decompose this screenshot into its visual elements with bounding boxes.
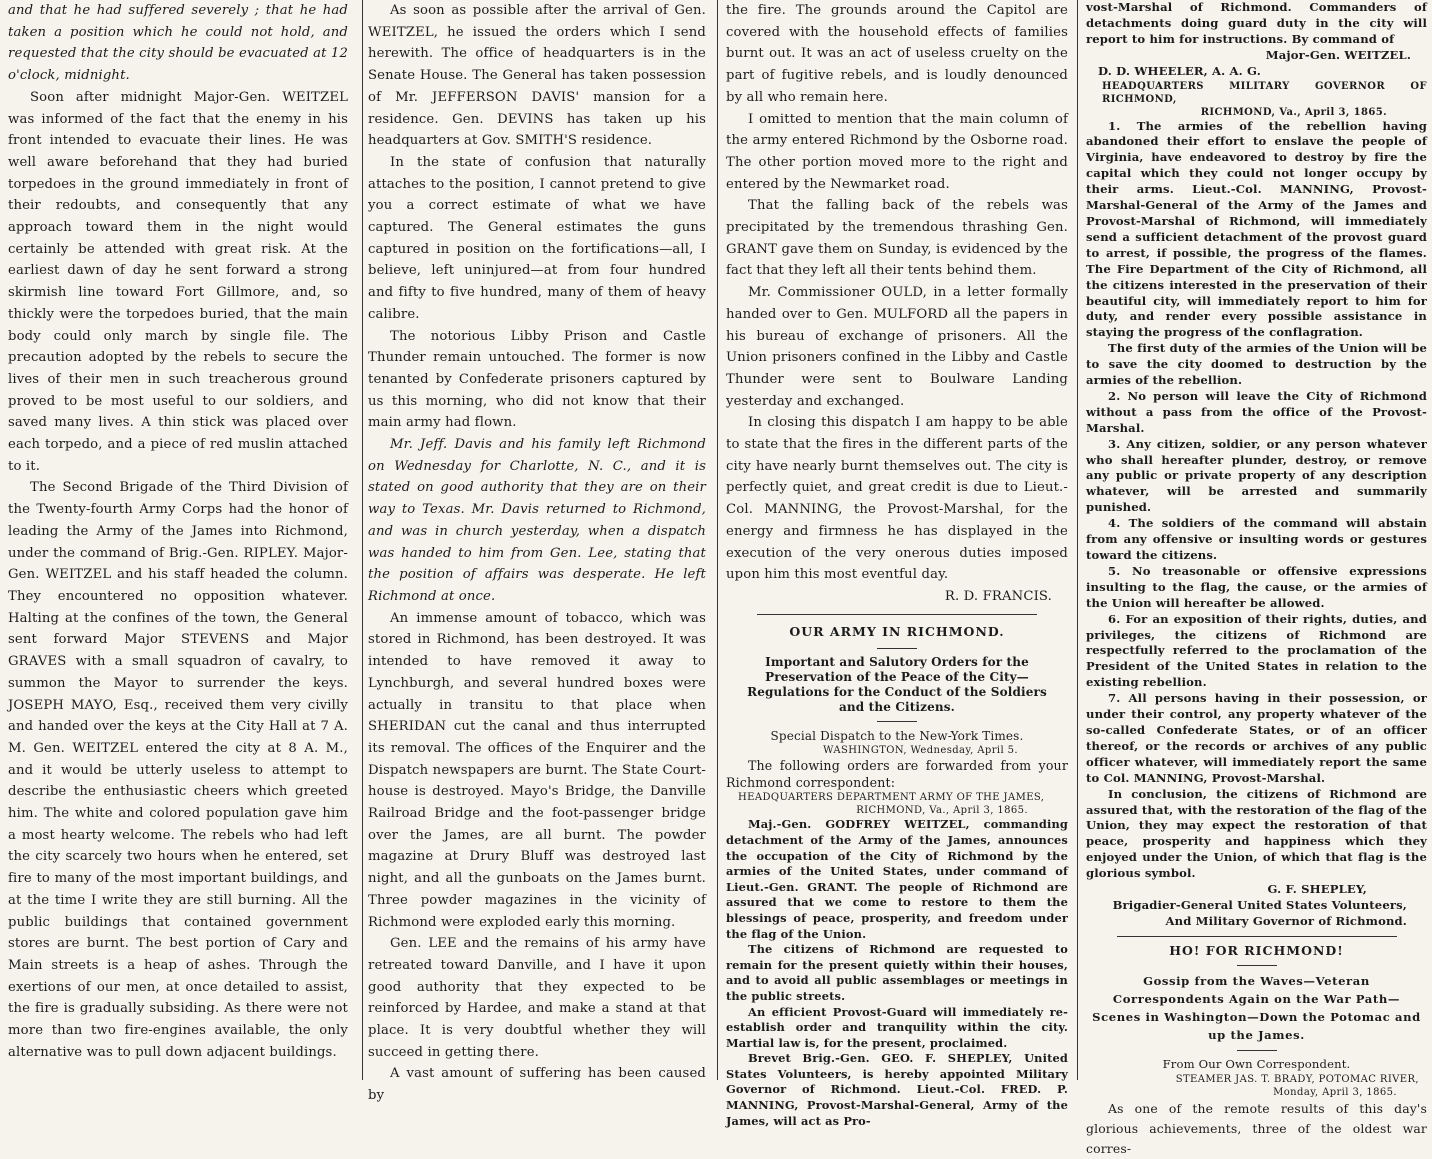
col2-paragraph-7: A vast amount of suffering has been caused by — [368, 1066, 706, 1104]
col4-conclusion: In conclusion, the citizens of Richmond are assured that, with the restoration of the flag of the Union, they may expect the restoration of that peace, prosperity and happiness which they enjoyed under the Union, of which that flag is the glorious symbol. — [1086, 786, 1427, 881]
col4-order-7: 7. All persons having in their possession, or under their control, any property whatever of the so-called Confederate States, or of an officer thereof, or the records or archives of any public officer whatever, will immediately report the same to Col. MANNING, Provost-Marshal. — [1086, 691, 1427, 785]
col1-paragraph-1: and that he had suffered severely ; that he had taken a position which he could not hold, and requested that the city should be evacuated at 12 o'clock, midnight. — [8, 3, 348, 84]
col3-paragraph-8: The citizens of Richmond are requested to remain for the present quietly within their houses, and to avoid all public assemblages or meetings in the public streets. — [726, 942, 1068, 1003]
col4-subheading: Gossip from the Waves—Veteran Correspondents Again on the War Path—Scenes in Washington—Down the Potomac and up the James. — [1092, 973, 1421, 1042]
col2-paragraph-2: In the state of confusion that naturally attaches to the position, I cannot pretend to give you a correct estimate of what we have captured. The General estimates the guns captured in position on the fortifications—all, I believe, left uninjured—at from four hundred and fifty to five hundred, many of them of heavy calibre. — [368, 154, 706, 322]
col4-order-5: 5. No treasonable or offensive expressions insulting to the flag, the cause, or the armies of the Union will hereafter be allowed. — [1086, 563, 1427, 610]
col3-hq-line-2: RICHMOND, Va., April 3, 1865. — [856, 805, 1028, 817]
col4-order-1b: The first duty of the armies of the Union will be to save the city doomed to destruction by the armies of the rebellion. — [1086, 341, 1427, 388]
column-4 — [1086, 0, 1427, 1156]
col3-heading-rule — [877, 648, 917, 649]
col4-order-2: 2. No person will leave the City of Richmond without a pass from the office of the Provost-Marshal. — [1086, 388, 1427, 435]
col4-steamer-line-1: STEAMER JAS. T. BRADY, POTOMAC RIVER, — [1175, 1073, 1419, 1085]
col4-order-4: 4. The soldiers of the command will abstain from any offensive or insulting words or gestures toward the citizens. — [1086, 516, 1427, 562]
col4-hq-line-1: HEADQUARTERS MILITARY GOVERNOR OF RICHMOND, — [1102, 80, 1427, 105]
col4-paragraph-1: vost-Marshal of Richmond. Commanders of detachments doing guard duty in the city will report to him for instructions. By command of — [1086, 0, 1427, 46]
col3-heading: OUR ARMY IN RICHMOND. — [789, 623, 1005, 639]
col4-order-1: 1. The armies of the rebellion having abandoned their effort to enslave the people of Virginia, have endeavored to destroy by fire the capital which they could not longer occupy by their arms. Lieut.-Col. MANNING, Provost-Marshal-General of the Army of the James and Provost-Marshal of Richmond, will immediately send a sufficient detachment of the provost guard to arrest, if possible, the progress of the flames. The Fire Department of the City of Richmond, all the citizens interested in the preservation of their beautiful city, will immediately report to him for duty, and render every possible assistance in staying the progress of the conflagration. — [1086, 118, 1427, 340]
col3-paragraph-1: the fire. The grounds around the Capitol are covered with the household effects of families burnt out. It was an act of useless cruelty on the part of fugitive rebels, and is loudly denounced by all who remain here. — [726, 3, 1068, 105]
col3-paragraph-2: I omitted to mention that the main column of the army entered Richmond by the Osborne road. The other portion moved more to the right and entered by the Newmarket road. — [726, 111, 1068, 192]
col4-order-6: 6. For an exposition of their rights, duties, and privileges, the citizens of Richmond are respectfully referred to the proclamation of the President of the United States in relation to the existing rebellion. — [1086, 611, 1427, 690]
col3-dateline: WASHINGTON, Wednesday, April 5. — [823, 745, 1018, 757]
col2-paragraph-3: The notorious Libby Prison and Castle Thunder remain untouched. The former is now tenanted by Confederate prisoners captured by us this morning, who did not know that their main army had flown. — [368, 328, 706, 431]
col4-steamer-line-2: Monday, April 3, 1865. — [1273, 1086, 1397, 1098]
col3-paragraph-4: Mr. Commissioner OULD, in a letter formally handed over to Gen. MULFORD all the papers in his bureau of exchange of prisoners. All the Union prisoners confined in the Libby and Castle Thunder were sent to Boulware Landing yesterday and exchanged. — [726, 285, 1068, 409]
col4-hq-line-2: RICHMOND, Va., April 3, 1865. — [1200, 106, 1387, 118]
column-1 — [8, 0, 348, 1080]
col3-paragraph-5: In closing this dispatch I am happy to be able to state that the fires in the different parts of the city have nearly burnt themselves out. The city is perfectly quiet, and great credit is due to Lieut.-Col. MANNING, the Provost-Marshal, for the energy and firmness he has displayed in the execution of the very onerous duties imposed upon him this most eventful day. — [726, 415, 1068, 583]
col3-signature: R. D. FRANCIS. — [944, 588, 1052, 604]
col3-dispatch-line: Special Dispatch to the New-York Times. — [770, 729, 1024, 744]
col3-subheading-rule — [877, 721, 917, 722]
col2-paragraph-1: As soon as possible after the arrival of Gen. WEITZEL, he issued the orders which I send herewith. The office of headquarters is in the Senate House. The General has taken possession of Mr. JEFFERSON DAVIS' mansion for a residence. Gen. DEVINS has taken up his headquarters at Gov. SMITH'S residence. — [368, 3, 706, 149]
col3-paragraph-7: Maj.-Gen. GODFREY WEITZEL, commanding detachment of the Army of the James, announces the occupation of the City of Richmond by the armies of the United States, under command of Lieut.-Gen. GRANT. The people of Richmond are assured that we come to restore to them the blessings of peace, prosperity, and freedom under the flag of the Union. — [726, 817, 1068, 941]
col1-paragraph-2: Soon after midnight Major-Gen. WEITZEL was informed of the fact that the enemy in his front intended to evacuate their lines. He was well aware beforehand that they had buried torpedoes in the ground immediately in front of their redoubts, and consequently that any approach toward them in the night would certainly be attended with great risk. At the earliest dawn of day he sent forward a strong skirmish line toward Fort Gillmore, and, so thickly were the torpedoes buried, that the main body could only march by single file. The precaution adopted by the rebels to secure the lives of their men in such treacherous ground proved to be most useful to our soldiers, and saved many lives. A thin stick was placed over each torpedo, and a piece of red muslin attached to it. — [8, 89, 348, 474]
column-2 — [368, 0, 706, 1104]
col1-paragraph-3: The Second Brigade of the Third Division of the Twenty-fourth Army Corps had the honor of leading the Army of the James into Richmond, under the command of Brig.-Gen. RIPLEY. Major-Gen. WEITZEL and his staff headed the column. They encountered no opposition whatever. Halting at the confines of the town, the General sent forward Major STEVENS and Major GRAVES with a small squadron of cavalry, to summon the Mayor to surrender the keys. JOSEPH MAYO, Esq., received them very civilly and handed over the keys at the City Hall at 7 A. M. Gen. WEITZEL entered the city at 8 A. M., and it would be utterly useless to attempt to describe the enthusiastic cheers which greeted him. The white and colored population gave him a most hearty welcome. The rebels who had left the city scarcely two hours when he entered, set fire to many of the most important buildings, and at the time I write they are still burning. All the public buildings that contained government stores are burnt. The best portion of Cary and Main streets is a heap of ashes. Through the exertions of our men, at once detailed to assist, the fire is gradually subsiding. As there were not more than two fire-engines available, the only alternative was to pull down adjacent buildings. — [8, 480, 348, 1060]
col4-order-3: 3. Any citizen, soldier, or any person whatever who shall hereafter plunder, destroy, or remove any public or private property of any description whatever, will be arrested and summarily punished. — [1086, 436, 1427, 515]
col3-paragraph-3: That the falling back of the rebels was precipitated by the tremendous thrashing Gen. GRANT gave them on Sunday, is evidenced by the fact that they left all their tents behind them. — [726, 198, 1068, 279]
column-rule-3 — [1077, 0, 1078, 1080]
col4-signature-2: Brigadier-General United States Volunteers, — [1112, 897, 1407, 912]
col2-paragraph-5: An immense amount of tobacco, which was stored in Richmond, has been destroyed. It was intended to have removed it away to Lynchburgh, and several hundred boxes were actually in transitu to that place when SHERIDAN cut the canal and thus interrupted its removal. The offices of the Enquirer and the Dispatch newspapers are burnt. The State Court-house is destroyed. Mayo's Bridge, the Danville Railroad Bridge and the foot-passenger bridge over the James, are all burnt. The powder magazine at Drury Bluff was destroyed last night, and all the gunboats on the James burnt. Three powder magazines in the vicinity of Richmond were exploded early this morning. — [368, 610, 706, 930]
col3-subheading: Important and Salutory Orders for the Preservation of the Peace of the City—Regulations for the Conduct of the Soldiers and the Citizens. — [747, 655, 1047, 715]
col4-signature-1: G. F. SHEPLEY, — [1267, 882, 1367, 897]
col4-subheading-rule — [1237, 1050, 1277, 1051]
col4-heading: HO! FOR RICHMOND! — [1169, 942, 1344, 958]
col4-aag: D. D. WHEELER, A. A. G. — [1098, 63, 1261, 78]
column-3 — [726, 0, 1068, 1128]
col4-divider — [1117, 936, 1397, 937]
col4-from-line: From Our Own Correspondent. — [1162, 1056, 1351, 1071]
col3-hq-line-1: HEADQUARTERS DEPARTMENT ARMY OF THE JAMES, — [738, 792, 1045, 804]
col3-paragraph-6: The following orders are forwarded from your Richmond correspondent: — [726, 758, 1068, 791]
column-rule-1 — [362, 0, 363, 1080]
col2-paragraph-6: Gen. LEE and the remains of his army have retreated toward Danville, and I have it upon good authority that they expected to be reinforced by Hardee, and make a stand at that place. It is very doubtful whether they will succeed in getting there. — [368, 936, 706, 1060]
col3-paragraph-10: Brevet Brig.-Gen. GEO. F. SHEPLEY, United States Volunteers, is hereby appointed Military Governor of Richmond. Lieut.-Col. FRED. P. MANNING, Provost-Marshal-General, Army of the James, will act as Pro- — [726, 1051, 1068, 1128]
col4-command-signature: Major-Gen. WEITZEL. — [1265, 47, 1411, 62]
col2-paragraph-4: Mr. Jeff. Davis and his family left Richmond on Wednesday for Charlotte, N. C., and it is stated on good authority that they are on their way to Texas. Mr. Davis returned to Richmond, and was in church yesterday, when a dispatch was handed to him from Gen. Lee, stating that the position of affairs was desperate. He left Richmond at once. — [368, 437, 706, 604]
col4-last-paragraph: As one of the remote results of this day's glorious achievements, three of the oldest war corres- — [1086, 1100, 1427, 1156]
col3-paragraph-9: An efficient Provost-Guard will immediately re-establish order and tranquility within the city. Martial law is, for the present, proclaimed. — [726, 1004, 1068, 1050]
col4-heading-rule — [1237, 965, 1277, 966]
col3-divider — [757, 614, 1037, 615]
col4-signature-3: And Military Governor of Richmond. — [1165, 913, 1407, 928]
column-rule-2 — [717, 0, 718, 1080]
